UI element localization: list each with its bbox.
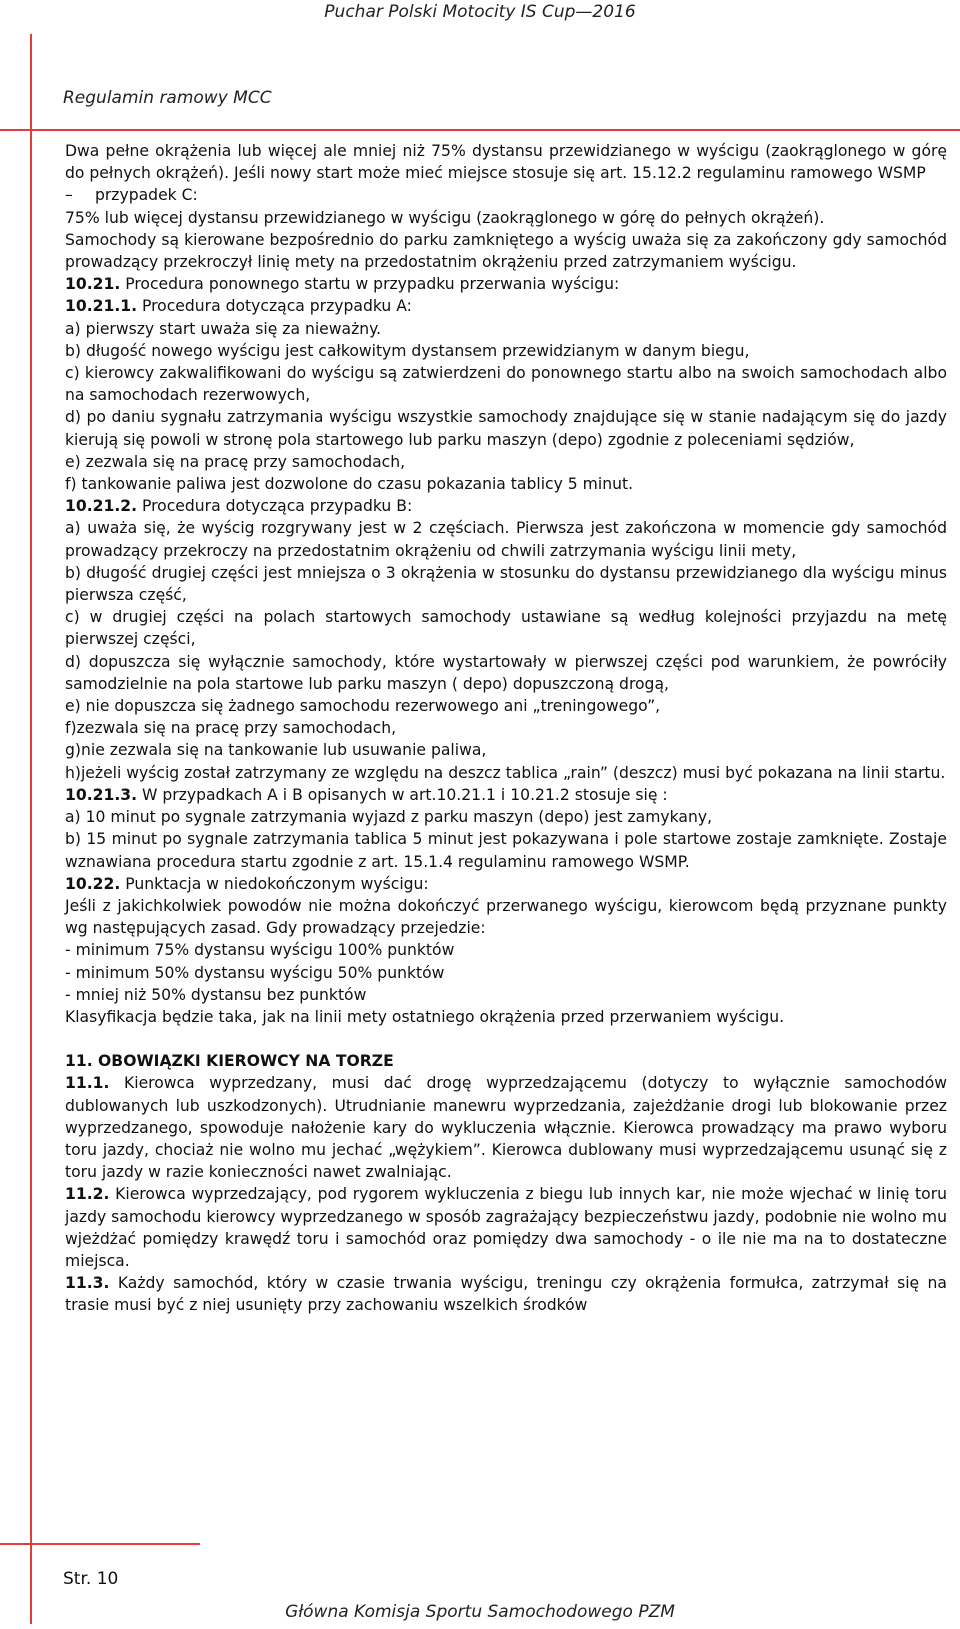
section-title: Punktacja w niedokończonym wyścigu: [120, 874, 429, 893]
section-10-22 [65, 873, 947, 895]
section-text: Kierowca wyprzedzający, pod rygorem wykluczenia z biegu lub innych kar, nie może wjechać w linię toru jazdy samochodu kierowcy wyprzedzanego w sposób zagrażający bezpieczeństwu jazdy, podobnie nie wolno mu wjeżdżać pomiędzy krawędź toru i samochód oraz pomiędzy dwa samochody - o ile nie ma na to dostateczne miejsca. [65, 1185, 947, 1270]
section-number: 10.21.3. [65, 785, 138, 804]
paragraph: 75% lub więcej dystansu przewidzianego w wyścigu (zaokrąglonego w górę do pełnych okrążeń). [65, 208, 825, 227]
section-number: 10.21.2. [65, 497, 138, 516]
list-item: f) tankowanie paliwa jest dozwolone do czasu pokazania tablicy 5 minut. [65, 475, 634, 494]
section-text: Kierowca wyprzedzany, musi dać drogę wyprzedzającemu (dotyczy to wyłącznie samochodów dublowanych lub uszkodzonych). Utrudnianie manewru wyprzedzania, zajeżdżanie drogi lub blokowanie przez wyprzedzanego, spowoduje nałożenie kary do wykluczenia włącznie. Kierowca prowadzący ma prawo wyboru toru jazdy, chociaż nie wolno mu jechać „wężykiem”. Kierowca dublowany musi wyprzedzającemu usunąć się z toru jazdy w razie konieczności nawet zwalniając. [65, 1074, 947, 1182]
page-number: Str. 10 [63, 1569, 119, 1589]
list-item: - minimum 75% dystansu wyścigu 100% punktów [65, 941, 455, 960]
document-body [65, 140, 947, 1317]
spacer [65, 1028, 947, 1050]
list-item: a) pierwszy start uważa się za nieważny. [65, 319, 382, 338]
list-item: c) kierowcy zakwalifikowani do wyścigu są zatwierdzeni do ponownego startu albo na swoich samochodach albo na samochodach rezerwowych, [65, 364, 947, 405]
dash-marker: – [65, 186, 73, 205]
paragraph: Samochody są kierowane bezpośrednio do parku zamkniętego a wyścig uważa się za zakończony gdy samochód prowadzący przekroczył linię mety na przedostatnim okrążeniu przed zatrzymaniem wyścigu. [65, 230, 947, 272]
section-11-1 [65, 1072, 947, 1183]
section-11-3 [65, 1272, 947, 1316]
section-number: 10.21.1. [65, 297, 138, 316]
list-item: - minimum 50% dystansu wyścigu 50% punktów [65, 963, 445, 982]
section-10-21-1 [65, 295, 947, 317]
list-item: a) 10 minut po sygnale zatrzymania wyjazd z parku maszyn (depo) jest zamykany, [65, 808, 713, 827]
list-item: e) zezwala się na pracę przy samochodach, [65, 452, 406, 471]
document-subtitle: Regulamin ramowy MCC [63, 88, 272, 108]
list-item: d) po daniu sygnału zatrzymania wyścigu wszystkie samochody znajdujące się w stanie nadającym się do jazdy kierują się powoli w stronę pola startowego lub parku maszyn (depo) zgodnie z poleceniami sędziów, [65, 408, 947, 449]
footer-divider-line [0, 1543, 200, 1545]
section-10-21-3 [65, 784, 947, 806]
section-number: 11.1. [65, 1074, 110, 1093]
section-10-21 [65, 273, 947, 295]
case-c-label: przypadek C: [95, 186, 198, 205]
section-title: W przypadkach A i B opisanych w art.10.21.1 i 10.21.2 stosuje się : [137, 785, 668, 804]
header-divider-line [0, 129, 960, 131]
section-title: Procedura dotycząca przypadku B: [137, 497, 413, 516]
paragraph: Jeśli z jakichkolwiek powodów nie można dokończyć przerwanego wyścigu, kierowcom będą przyznane punkty wg następujących zasad. Gdy prowadzący przejedzie: [65, 896, 947, 938]
list-item: h)jeżeli wyścig został zatrzymany ze względu na deszcz tablica „rain” (deszcz) musi być pokazana na linii startu. [65, 763, 946, 782]
list-item: - mniej niż 50% dystansu bez punktów [65, 985, 367, 1004]
list-item: b) długość nowego wyścigu jest całkowitym dystansem przewidzianym w danym biegu, [65, 341, 750, 360]
section-text: Każdy samochód, który w czasie trwania wyścigu, treningu czy okrążenia formułca, zatrzymał się na trasie musi być z niej usunięty przy zachowaniu wszelkich środków [65, 1274, 947, 1315]
list-item: f)zezwala się na pracę przy samochodach, [65, 719, 397, 738]
section-title: Procedura ponownego startu w przypadku przerwania wyścigu: [120, 275, 620, 294]
list-item: b) 15 minut po sygnale zatrzymania tablica 5 minut jest pokazywana i pole startowe zostaje zamknięte. Zostaje wznawiana procedura startu zgodnie z art. 15.1.4 regulaminu ramowego WSMP. [65, 830, 947, 871]
section-10-21-2 [65, 495, 947, 517]
section-number: 11.2. [65, 1185, 110, 1204]
document-header-title: Puchar Polski Motocity IS Cup—2016 [324, 2, 636, 22]
list-item: g)nie zezwala się na tankowanie lub usuwanie paliwa, [65, 741, 487, 760]
section-number: 10.21. [65, 275, 121, 294]
list-item: d) dopuszcza się wyłącznie samochody, które wystartowały w pierwszej części pod warunkiem, że powróciły samodzielnie na pola startowe lub parku maszyn ( depo) dopuszczoną drogą, [65, 652, 947, 693]
list-item: e) nie dopuszcza się żadnego samochodu rezerwowego ani „treningowego”, [65, 697, 661, 716]
paragraph: Dwa pełne okrążenia lub więcej ale mniej niż 75% dystansu przewidzianego w wyścigu (zaokrąglonego w górę do pełnych okrążeń). Jeśli nowy start może mieć miejsce stosuje się art. 15.12.2 regulaminu ramowego WSMP [65, 142, 947, 183]
section-number: 10.22. [65, 874, 121, 893]
list-item: b) długość drugiej części jest mniejsza o 3 okrążenia w stosunku do dystansu przewidzianego dla wyścigu minus pierwsza część, [65, 563, 947, 605]
list-item: c) w drugiej części na polach startowych samochody ustawiane są według kolejności przyjazdu na metę pierwszej części, [65, 608, 947, 649]
chapter-heading: 11. OBOWIĄZKI KIEROWCY NA TORZE [65, 1052, 394, 1071]
list-item-case-c [65, 184, 947, 206]
section-11-2 [65, 1183, 947, 1272]
section-number: 11.3. [65, 1274, 110, 1293]
left-margin-line [30, 34, 32, 1624]
section-title: Procedura dotycząca przypadku A: [137, 297, 412, 316]
list-item: a) uważa się, że wyścig rozgrywany jest w 2 częściach. Pierwsza jest zakończona w momencie gdy samochód prowadzący przekroczy na przedostatnim okrążeniu od chwili zatrzymania wyścigu linii mety, [65, 519, 947, 560]
paragraph: Klasyfikacja będzie taka, jak na linii mety ostatniego okrążenia przed przerwaniem wyścigu. [65, 1007, 785, 1026]
document-footer: Główna Komisja Sportu Samochodowego PZM [285, 1602, 675, 1622]
